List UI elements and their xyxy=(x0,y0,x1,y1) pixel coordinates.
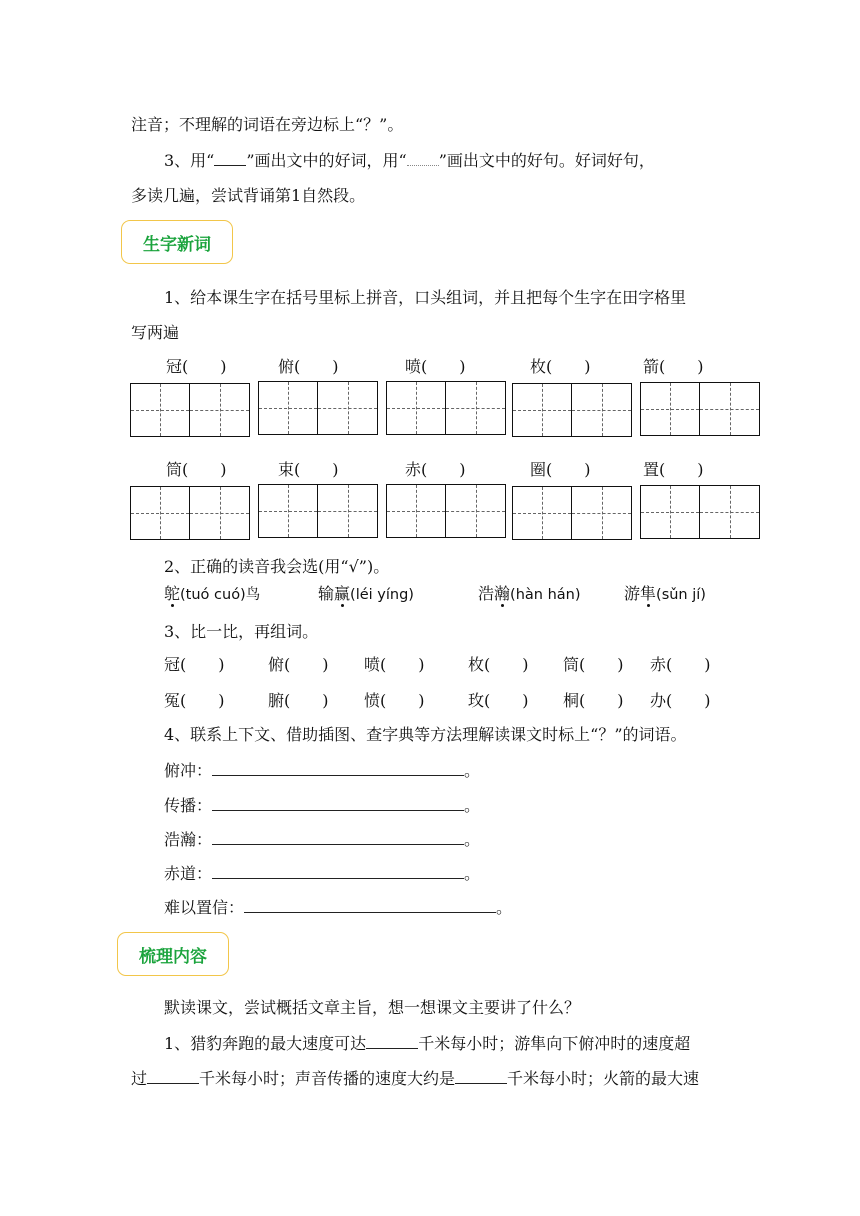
answer-line[interactable] xyxy=(212,830,464,845)
char-label: 赤( ) xyxy=(405,460,466,479)
solid-underline-sample xyxy=(214,153,246,166)
char-label: 置( ) xyxy=(643,460,704,479)
tianzi-grid[interactable] xyxy=(640,485,760,539)
intro-line-4: 多读几遍，尝试背诵第1自然段。 xyxy=(131,186,366,205)
answer-line[interactable] xyxy=(212,796,464,811)
term-label: 俯冲： xyxy=(164,761,213,780)
term-label: 传播： xyxy=(164,796,213,815)
answer-line[interactable] xyxy=(212,864,464,879)
tianzi-grid[interactable] xyxy=(640,382,760,436)
q2-heading: 2、正确的读音我会选(用“√”)。 xyxy=(164,557,390,576)
term-label: 赤道： xyxy=(164,864,213,883)
char-label: 冠( ) xyxy=(166,357,227,376)
intro-line-3-a: 3、用“ xyxy=(164,151,215,170)
tianzi-grid[interactable] xyxy=(512,383,632,437)
pinyin-choice: 鸵(tuó cuó)鸟 xyxy=(164,584,261,603)
compare-item: 腑( ) xyxy=(268,691,329,710)
compare-item: 愤( ) xyxy=(364,691,425,710)
tianzi-grid[interactable] xyxy=(386,484,506,538)
wavy-underline-sample xyxy=(407,153,439,166)
answer-line[interactable] xyxy=(212,761,464,776)
char-label: 箭( ) xyxy=(643,357,704,376)
q4-heading: 4、联系上下文、借助插图、查字典等方法理解读课文时标上“？”的词语。 xyxy=(164,725,687,744)
compare-item: 俯( ) xyxy=(268,655,329,674)
intro-line-3-b: ”画出文中的好词，用“ xyxy=(246,151,407,170)
char-label: 束( ) xyxy=(278,460,339,479)
pinyin-choice: 游隼(sǔn jí) xyxy=(624,584,706,603)
tianzi-grid[interactable] xyxy=(258,381,378,435)
pinyin-choice: 浩瀚(hàn hán) xyxy=(478,584,581,603)
char-label: 俯( ) xyxy=(278,357,339,376)
term-row: 赤道： 。 xyxy=(164,864,481,883)
section-badge-new-words: 生字新词 xyxy=(121,220,233,264)
compare-item: 冤( ) xyxy=(164,691,225,710)
section2-intro: 默读课文，尝试概括文章主旨，想一想课文主要讲了什么？ xyxy=(164,998,581,1017)
compare-item: 枚( ) xyxy=(468,655,529,674)
compare-item: 筒( ) xyxy=(563,655,624,674)
section-badge-content: 梳理内容 xyxy=(117,932,229,976)
pinyin-choice: 输赢(léi yíng) xyxy=(318,584,414,603)
compare-item: 玫( ) xyxy=(468,691,529,710)
section2-q1-line1: 1、猎豹奔跑的最大速度可达 千米每小时；游隼向下俯冲时的速度超 xyxy=(164,1034,691,1053)
tianzi-grid[interactable] xyxy=(258,484,378,538)
answer-blank[interactable] xyxy=(147,1069,199,1084)
term-label: 难以置信： xyxy=(164,898,245,917)
compare-item: 冠( ) xyxy=(164,655,225,674)
intro-line-3-c: ”画出文中的好句。好词好句， xyxy=(438,151,655,170)
tianzi-grid[interactable] xyxy=(130,486,250,540)
answer-blank[interactable] xyxy=(366,1034,418,1049)
q1-line-2: 写两遍 xyxy=(131,323,180,342)
term-row: 难以置信： 。 xyxy=(164,898,513,917)
compare-item: 桐( ) xyxy=(563,691,624,710)
intro-line-3 xyxy=(164,148,655,171)
term-row: 浩瀚： 。 xyxy=(164,830,481,849)
term-row: 传播： 。 xyxy=(164,796,481,815)
tianzi-grid[interactable] xyxy=(512,486,632,540)
term-label: 浩瀚： xyxy=(164,830,213,849)
char-label: 枚( ) xyxy=(530,357,591,376)
answer-blank[interactable] xyxy=(455,1069,507,1084)
term-row: 俯冲： 。 xyxy=(164,761,481,780)
q3-heading: 3、比一比，再组词。 xyxy=(164,622,319,641)
char-label: 筒( ) xyxy=(166,460,227,479)
q1-line-1: 1、给本课生字在括号里标上拼音，口头组词，并且把每个生字在田字格里 xyxy=(164,288,687,307)
tianzi-grid[interactable] xyxy=(386,381,506,435)
char-label: 圈( ) xyxy=(530,460,591,479)
compare-item: 赤( ) xyxy=(650,655,711,674)
section2-q1-line2: 过 千米每小时；声音传播的速度大约是 千米每小时；火箭的最大速 xyxy=(131,1069,700,1088)
compare-item: 办( ) xyxy=(650,691,711,710)
intro-line-1: 注音；不理解的词语在旁边标上“？”。 xyxy=(131,115,404,134)
char-label: 喷( ) xyxy=(405,357,466,376)
tianzi-grid[interactable] xyxy=(130,383,250,437)
answer-line[interactable] xyxy=(244,898,496,913)
compare-item: 喷( ) xyxy=(364,655,425,674)
